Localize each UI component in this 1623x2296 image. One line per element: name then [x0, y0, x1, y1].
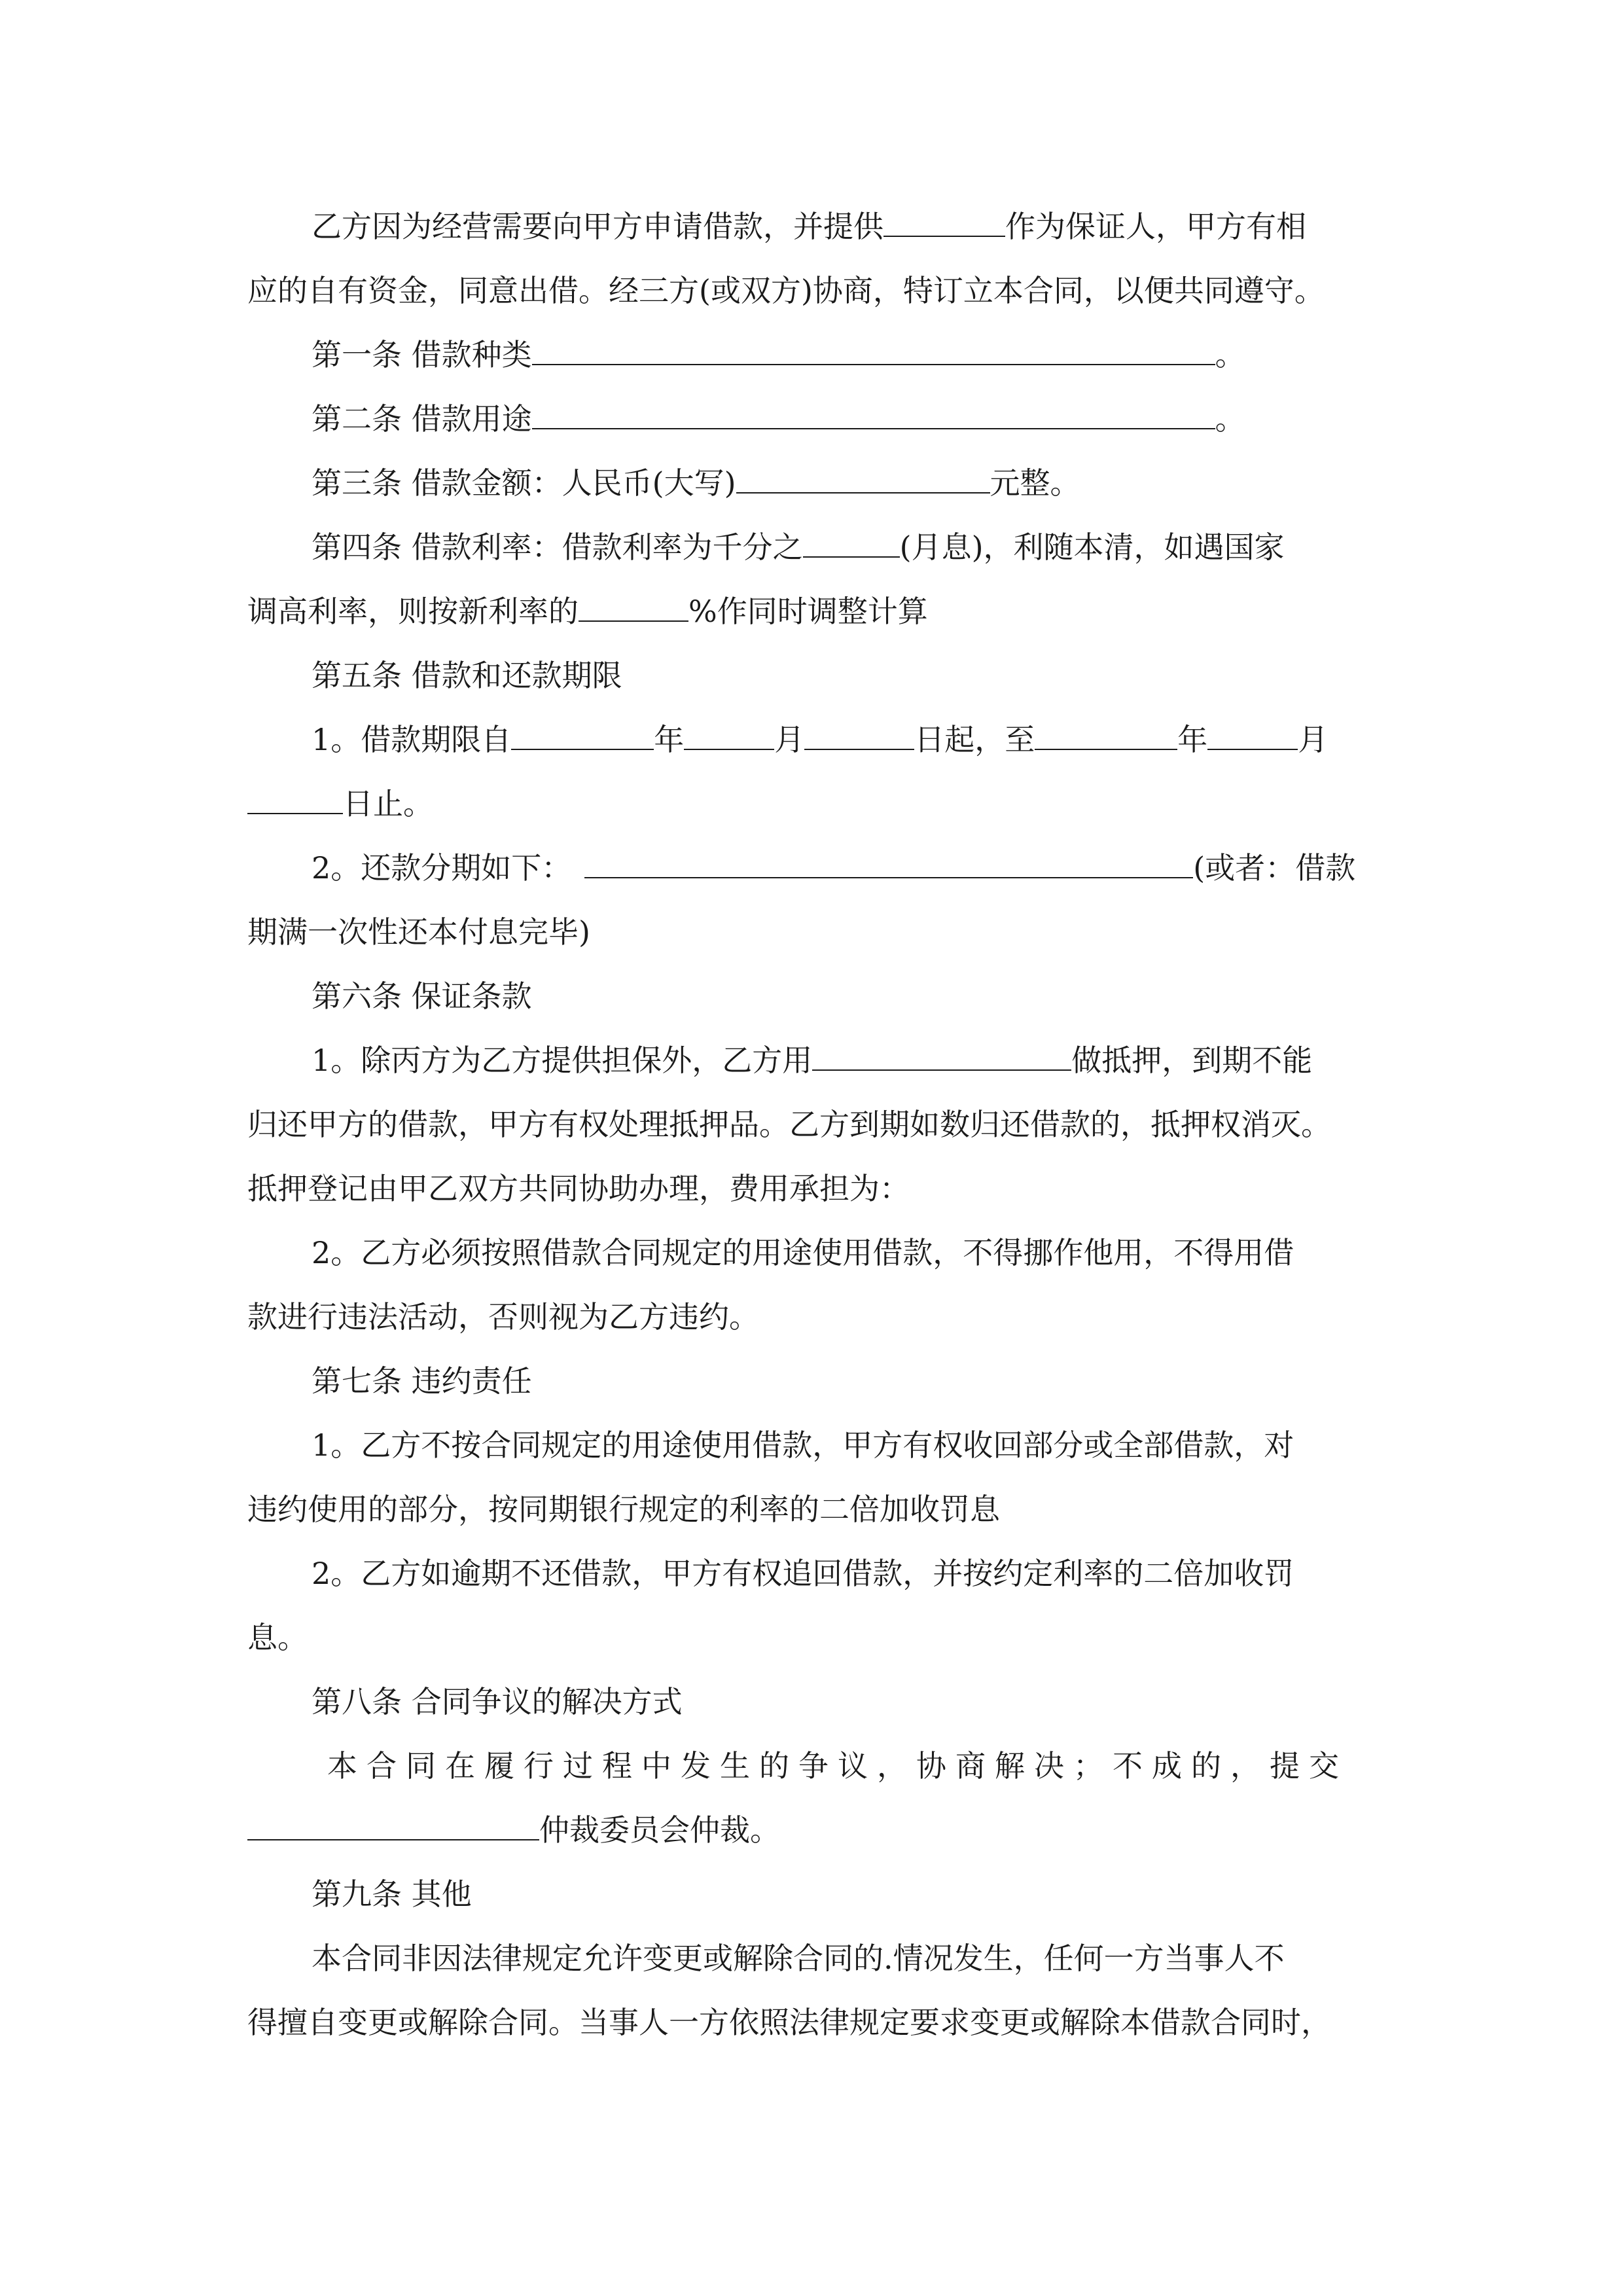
- article-6-item-1-l3: 抵押登记由甲乙双方共同协助办理，费用承担为：: [247, 1171, 910, 1206]
- intro-text-b: 作为保证人，甲方有相: [1005, 209, 1306, 244]
- to-day-blank: [247, 784, 343, 814]
- arbitration-text: 仲裁委员会仲裁。: [539, 1812, 780, 1848]
- intro-text-a: 乙方因为经营需要向甲方申请借款，并提供: [312, 209, 883, 244]
- article-2-label: 第二条 借款用途: [312, 401, 532, 437]
- guarantor-blank: [883, 207, 1005, 237]
- installments-blank: [584, 848, 1193, 878]
- collateral-text: 做抵押，到期不能: [1071, 1043, 1313, 1078]
- article-4-line-2: [247, 592, 928, 631]
- article-8-title: 第八条 合同争议的解决方式: [312, 1684, 683, 1719]
- article-6-item-2-l2: 款进行违法活动，否则视为乙方违约。: [247, 1299, 759, 1335]
- article-7-item-2-l2: 息。: [247, 1620, 308, 1655]
- article-2: [312, 399, 1245, 439]
- term-from-label: 1。借款期限自: [312, 722, 512, 757]
- article-6-item-1: [312, 1041, 1312, 1080]
- article-9-line-1: 本合同非因法律规定允许变更或解除合同的.情况发生，任何一方当事人不: [312, 1941, 1285, 1976]
- year-label-2: 年: [1177, 722, 1208, 757]
- article-4-line-1: [312, 528, 1285, 567]
- article-3-end: 元整。: [990, 465, 1080, 501]
- article-5-item-1-cont: [247, 784, 433, 823]
- article-1-label: 第一条 借款种类: [312, 337, 532, 372]
- from-month-blank: [684, 720, 774, 750]
- term-end-label: 日止。: [343, 786, 433, 821]
- installments-alt: (或者：借款: [1193, 850, 1356, 886]
- article-4-text-d: %作同时调整计算: [688, 594, 928, 629]
- loan-type-blank: [532, 335, 1215, 365]
- article-7-item-1-l2: 违约使用的部分，按同期银行规定的利率的二倍加收罚息: [247, 1492, 1000, 1527]
- article-2-end: 。: [1215, 401, 1245, 437]
- loan-purpose-blank: [532, 399, 1215, 429]
- article-1: [312, 335, 1245, 374]
- article-3-label: 第三条 借款金额：人民币(大写): [312, 465, 736, 501]
- article-7-item-1-l1: 1。乙方不按合同规定的用途使用借款，甲方有权收回部分或全部借款，对: [312, 1427, 1294, 1463]
- article-8-line-2: [247, 1810, 780, 1850]
- article-7-item-2-l1: 2。乙方如逾期不还借款，甲方有权追回借款，并按约定利率的二倍加收罚: [312, 1556, 1294, 1591]
- intro-line-2: 应的自有资金，同意出借。经三方(或双方)协商，特订立本合同，以便共同遵守。: [247, 273, 1325, 308]
- article-4-text-c: 调高利率，则按新利率的: [247, 594, 579, 629]
- article-9-title: 第九条 其他: [312, 1876, 472, 1912]
- to-year-blank: [1035, 720, 1177, 750]
- interest-rate-blank: [803, 528, 900, 558]
- article-8-line-1: 本合同在履行过程中发生的争议，协商解决；不成的，提交: [327, 1748, 1348, 1784]
- article-4-text-a: 第四条 借款利率：借款利率为千分之: [312, 529, 803, 565]
- article-6-title: 第六条 保证条款: [312, 978, 532, 1014]
- loan-amount-blank: [736, 463, 990, 493]
- article-6-item-2-l1: 2。乙方必须按照借款合同规定的用途使用借款，不得挪作他用，不得用借: [312, 1235, 1294, 1270]
- article-7-title: 第七条 违约责任: [312, 1363, 532, 1399]
- month-label-2: 月: [1298, 722, 1329, 757]
- rate-adjust-blank: [579, 592, 688, 622]
- article-5-item-2: [312, 848, 1355, 888]
- from-year-blank: [511, 720, 654, 750]
- article-1-end: 。: [1215, 337, 1245, 372]
- article-5-item-2-cont: 期满一次性还本付息完毕): [247, 914, 590, 950]
- article-4-text-b: (月息)，利随本清，如遇国家: [899, 529, 1285, 565]
- from-day-blank: [804, 720, 914, 750]
- day-from-label: 日起，至: [914, 722, 1035, 757]
- article-5-item-1: [312, 720, 1328, 759]
- month-label: 月: [774, 722, 805, 757]
- intro-line-1: [312, 207, 1306, 246]
- article-9-line-2: 得擅自变更或解除合同。当事人一方依照法律规定要求变更或解除本借款合同时，: [247, 2005, 1331, 2040]
- arbitration-blank: [247, 1810, 539, 1840]
- to-month-blank: [1207, 720, 1298, 750]
- year-label: 年: [654, 722, 685, 757]
- collateral-label: 1。除丙方为乙方提供担保外，乙方用: [312, 1043, 813, 1078]
- article-5-title: 第五条 借款和还款期限: [312, 658, 622, 693]
- article-3: [312, 463, 1080, 503]
- collateral-blank: [812, 1041, 1071, 1071]
- article-6-item-1-l2: 归还甲方的借款，甲方有权处理抵押品。乙方到期如数归还借款的，抵押权消灭。: [247, 1107, 1331, 1142]
- installments-label: 2。还款分期如下：: [312, 850, 572, 886]
